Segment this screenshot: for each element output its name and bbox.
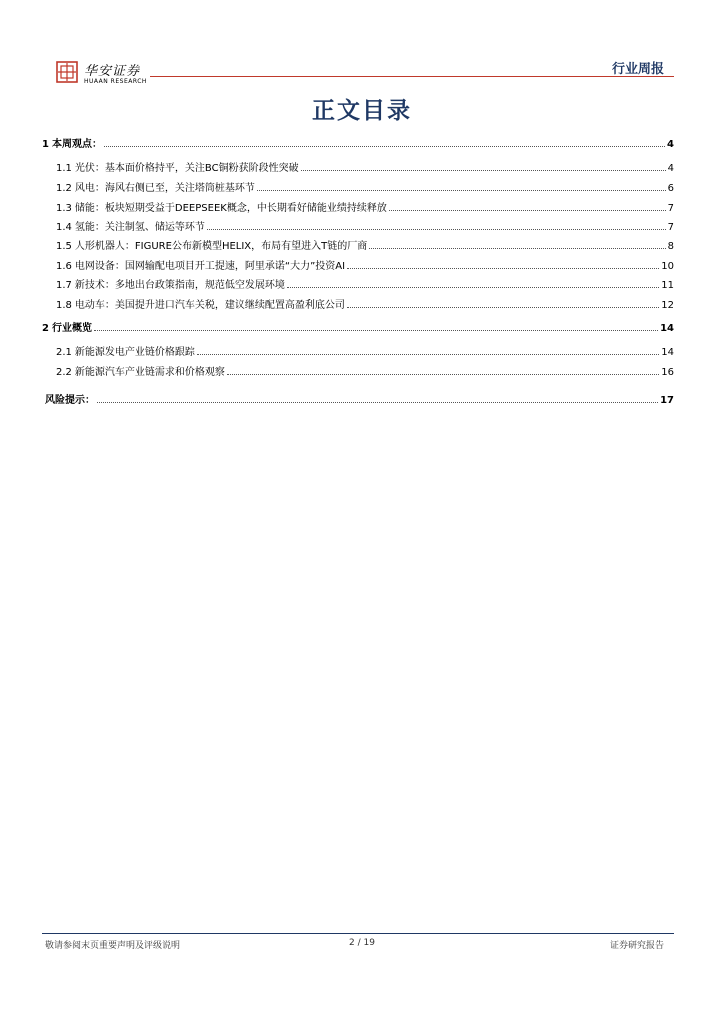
page-title: 正文目录 <box>312 98 412 124</box>
toc-page-number: 4 <box>667 163 674 174</box>
toc-title: 氢能：关注制氢、储运等环节 <box>74 222 205 233</box>
toc-title: 电动车：美国提升进口汽车关税，建议继续配置高盈利底公司 <box>74 300 345 311</box>
logo-icon <box>56 61 78 83</box>
toc-leader <box>97 402 658 403</box>
footer-disclaimer: 敬请参阅末页重要声明及评级说明 <box>45 941 181 951</box>
toc-page-number: 14 <box>661 347 674 358</box>
toc-entry[interactable] <box>42 298 674 314</box>
toc-leader <box>369 248 665 249</box>
toc-page-number: 8 <box>667 241 674 252</box>
toc-title: 风电：海风右侧已至，关注塔筒桩基环节 <box>74 183 255 194</box>
toc-title: 新能源汽车产业链需求和价格观察 <box>74 367 225 378</box>
toc-page-number: 12 <box>661 300 674 311</box>
toc-page-number: 10 <box>661 261 674 272</box>
toc-leader <box>347 268 659 269</box>
toc-number: 1.7 <box>56 280 72 291</box>
toc-page-number: 4 <box>667 139 674 150</box>
toc-entry[interactable] <box>42 365 674 381</box>
logo-subtitle: HUAAN RESEARCH <box>84 78 147 85</box>
toc-page-number: 7 <box>667 203 674 214</box>
toc-page-number: 17 <box>660 395 674 406</box>
toc-page-number: 14 <box>660 323 674 334</box>
toc-entry[interactable] <box>42 220 674 236</box>
toc-leader <box>389 210 666 211</box>
toc-page-number: 16 <box>661 367 674 378</box>
toc-title: 本周观点： <box>51 139 102 150</box>
toc-page-number: 7 <box>667 222 674 233</box>
toc-entry[interactable] <box>42 181 674 197</box>
toc-number: 2.2 <box>56 367 72 378</box>
toc-page-number: 6 <box>667 183 674 194</box>
report-type-label: 行业周报 <box>611 62 664 77</box>
toc-number: 2 <box>42 323 49 334</box>
footer-divider <box>42 933 674 934</box>
toc-entry[interactable] <box>42 393 674 409</box>
page-number: 2 / 19 <box>349 938 375 948</box>
toc-number: 1.2 <box>56 183 72 194</box>
toc-title: 光伏：基本面价格持平，关注BC铜粉获阶段性突破 <box>74 163 299 174</box>
toc-number: 1.5 <box>56 241 72 252</box>
toc-title: 新能源发电产业链价格跟踪 <box>74 347 195 358</box>
toc-title: 电网设备：国网输配电项目开工提速，阿里承诺“大力”投资AI <box>74 261 346 272</box>
toc-number: 1.3 <box>56 203 72 214</box>
toc-entry[interactable] <box>42 259 674 275</box>
toc-title: 人形机器人：FIGURE公布新模型HELIX，布局有望进入T链的厂商 <box>74 241 368 252</box>
toc-entry[interactable] <box>42 161 674 177</box>
toc-page-number: 11 <box>661 280 674 291</box>
toc-leader <box>197 354 659 355</box>
toc-entry[interactable] <box>42 239 674 255</box>
logo-name: 华安证券 <box>84 64 141 79</box>
toc-leader <box>287 287 659 288</box>
toc-entry[interactable] <box>42 345 674 361</box>
toc-leader <box>347 307 659 308</box>
header-divider <box>150 76 674 77</box>
toc-title: 新技术：多地出台政策指南，规范低空发展环境 <box>74 280 285 291</box>
footer-report-type: 证券研究报告 <box>609 941 664 951</box>
toc-number: 1.4 <box>56 222 72 233</box>
toc-number: 1.1 <box>56 163 72 174</box>
toc-entry[interactable] <box>42 321 674 337</box>
toc-leader <box>227 374 659 375</box>
toc-number: 1.8 <box>56 300 72 311</box>
toc-entry[interactable] <box>42 137 674 153</box>
toc-title: 行业概览 <box>51 323 92 334</box>
toc-number: 2.1 <box>56 347 72 358</box>
toc-leader <box>207 229 666 230</box>
page-header <box>0 0 724 90</box>
toc-leader <box>94 330 658 331</box>
toc-entry[interactable] <box>42 201 674 217</box>
toc-number: 1 <box>42 139 49 150</box>
toc-title: 风险提示： <box>45 395 95 406</box>
toc-entry[interactable] <box>42 278 674 294</box>
toc-leader <box>301 170 666 171</box>
toc-number: 1.6 <box>56 261 72 272</box>
toc-title: 储能：板块短期受益于DEEPSEEK概念，中长期看好储能业绩持续释放 <box>74 203 387 214</box>
toc-leader <box>257 190 666 191</box>
toc-leader <box>104 146 665 147</box>
